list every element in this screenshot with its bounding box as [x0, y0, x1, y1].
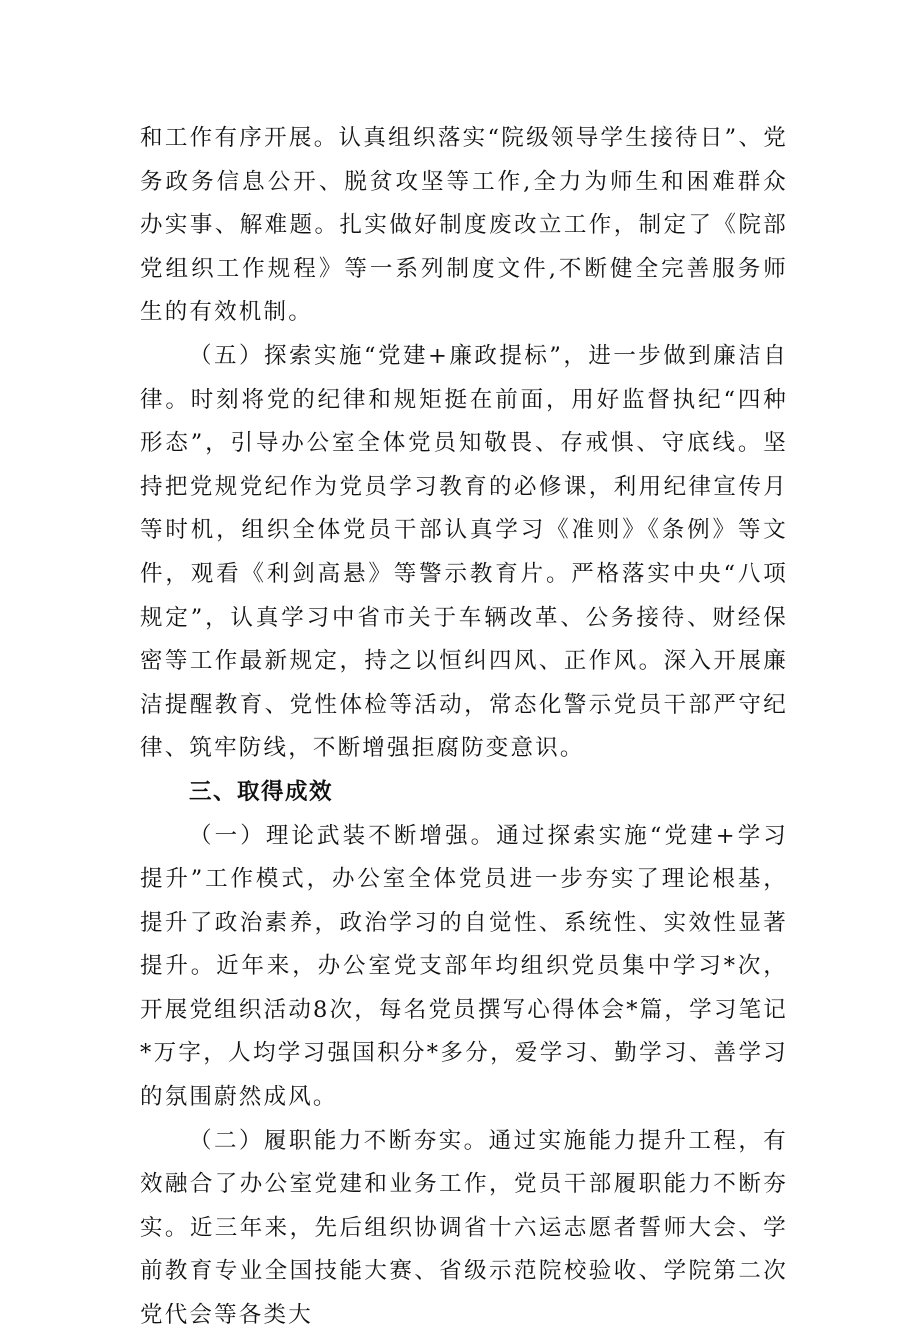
paragraph-integrity-discipline: （五）探索实施“党建+廉政提标”，进一步做到廉洁自律。时刻将党的纪律和规矩挺在前面，用好监督执纪“四种形态”，引导办公室全体党员知敬畏、存戒惧、守底线。坚持把党规党纪作为党员学习教育的必修课，利用纪律宣传月等时机，组织全体党员干部认真学习《准则》《条例》等文件，观看《利剑高悬》等警示教育片。严格落实中央“八项规定”，认真学习中省市关于车辆改革、公务接待、财经保密等工作最新规定，持之以恒纠四风、正作风。深入开展廉洁提醒教育、党性体检等活动，常态化警示党员干部严守纪律、筑牢防线，不断增强拒腐防变意识。 [140, 342, 788, 762]
paragraph-continuation: 和工作有序开展。认真组织落实“院级领导学生接待日”、党务政务信息公开、脱贫攻坚等工作,全力为师生和困难群众办实事、解难题。扎实做好制度废改立工作，制定了《院部党组织工作规程》等一系列制度文件,不断健全完善服务师生的有效机制。 [140, 125, 788, 326]
document-body [140, 117, 788, 1338]
paragraph-theory-armament: （一）理论武装不断增强。通过探索实施“党建+学习提升”工作模式，办公室全体党员进一步夯实了理论根基，提升了政治素养，政治学习的自觉性、系统性、实效性显著提升。近年来，办公室党支部年均组织党员集中学习*次，开展党组织活动8次，每名党员撰写心得体会*篇，学习笔记*万字，人均学习强国积分*多分，爱学习、勤学习、善学习的氛围蔚然成风。 [140, 822, 788, 1111]
paragraph-duty-capability: （二）履职能力不断夯实。通过实施能力提升工程，有效融合了办公室党建和业务工作，党员干部履职能力不断夯实。近三年来，先后组织协调省十六运志愿者誓师大会、学前教育专业全国技能大赛、省级示范院校验收、学院第二次党代会等各类大 [140, 1127, 788, 1329]
section-heading-results: 三、取得成效 [189, 778, 334, 805]
